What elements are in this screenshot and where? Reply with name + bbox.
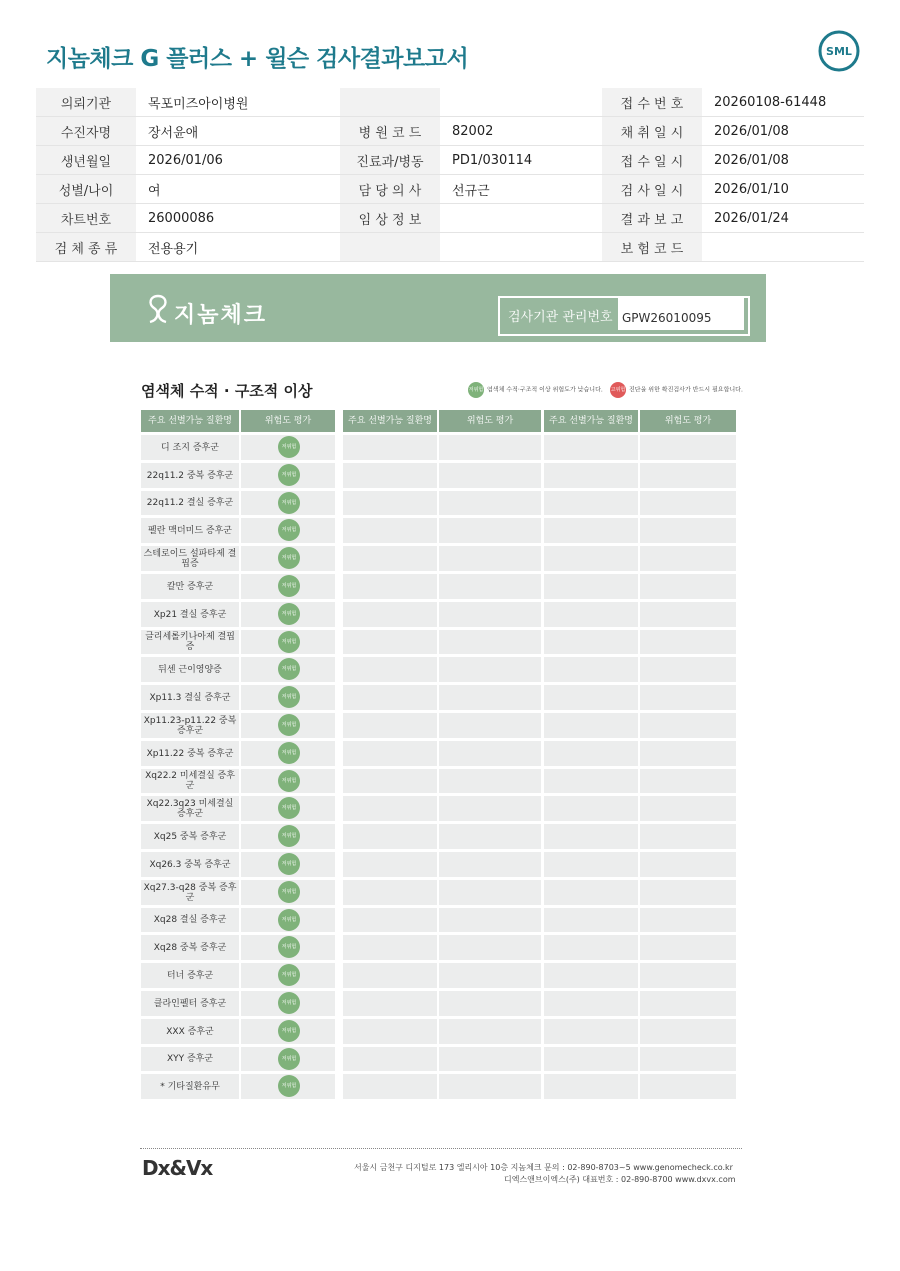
cell-background (439, 518, 541, 543)
risk-low-badge: 저위험 (278, 1075, 300, 1097)
cell-background (343, 908, 437, 933)
cell-background (439, 1074, 541, 1099)
cell-background (439, 880, 541, 905)
cell-background (544, 491, 638, 516)
cell-background (439, 463, 541, 488)
info-label: 의뢰기관 (36, 88, 136, 117)
risk-low-badge: 저위험 (278, 936, 300, 958)
disease-name: Xq28 중복 증후군 (153, 943, 227, 954)
info-value (440, 233, 602, 262)
info-label (340, 88, 440, 117)
cell-background (640, 463, 736, 488)
risk-low-badge: 저위험 (278, 575, 300, 597)
disease-name: 클라인펠터 증후군 (153, 998, 227, 1009)
cell-background (544, 713, 638, 738)
cell-background (544, 518, 638, 543)
info-label: 병 원 코 드 (340, 117, 440, 146)
cell-background (439, 657, 541, 682)
cell-background (343, 1074, 437, 1099)
disease-name: XYY 증후군 (166, 1054, 214, 1065)
cell-background (544, 657, 638, 682)
cell-background (439, 435, 541, 460)
cell-background (343, 880, 437, 905)
col-header-risk: 위험도 평가 (640, 410, 736, 432)
cell-background (640, 574, 736, 599)
info-value: 2026/01/10 (702, 175, 864, 204)
brand-name: 지놈체크 (174, 303, 268, 328)
cell-background (343, 991, 437, 1016)
cell-background (439, 1019, 541, 1044)
info-value (702, 233, 864, 262)
legend-high-text: 진단을 위한 확진검사가 반드시 필요합니다. (629, 386, 743, 394)
cell-background (544, 1019, 638, 1044)
cell-background (640, 935, 736, 960)
info-label: 수진자명 (36, 117, 136, 146)
cell-background (544, 963, 638, 988)
disease-name: Xq27.3-q28 중복 증후군 (143, 882, 237, 903)
cell-background (640, 630, 736, 655)
cell-background (439, 685, 541, 710)
cell-background (640, 741, 736, 766)
risk-low-badge: 저위험 (278, 853, 300, 875)
info-label: 접 수 번 호 (602, 88, 702, 117)
disease-name: Xq22.2 미세결실 증후군 (145, 771, 235, 792)
cell-background (439, 796, 541, 821)
info-label: 성별/나이 (36, 175, 136, 204)
cell-background (343, 852, 437, 877)
disease-name: 칼만 증후군 (166, 581, 214, 592)
info-label: 차트번호 (36, 204, 136, 233)
risk-low-badge: 저위험 (278, 436, 300, 458)
cell-background (640, 1019, 736, 1044)
info-value (440, 88, 602, 117)
risk-low-badge: 저위험 (278, 825, 300, 847)
risk-low-badge: 저위험 (278, 797, 300, 819)
info-value: 선규근 (440, 175, 602, 204)
cell-background (343, 769, 437, 794)
cell-background (343, 463, 437, 488)
disease-name: 펠란 맥더미드 증후군 (148, 526, 232, 537)
col-header-risk: 위험도 평가 (241, 410, 335, 432)
cell-background (544, 852, 638, 877)
cell-background (640, 963, 736, 988)
id-value: GPW26010095 (618, 298, 744, 330)
legend-low (468, 382, 603, 398)
info-value: 목포미즈아이병원 (136, 88, 340, 117)
cell-background (640, 824, 736, 849)
report-title: 지놈체크 G 플러스 + 윌슨 검사결과보고서 (46, 46, 469, 72)
cell-background (343, 935, 437, 960)
info-label: 임 상 정 보 (340, 204, 440, 233)
risk-low-badge: 저위험 (278, 519, 300, 541)
disease-name: 22q11.2 결실 증후군 (146, 498, 234, 509)
info-row (36, 233, 864, 262)
cell-background (439, 491, 541, 516)
cell-background (640, 546, 736, 571)
cell-background (544, 574, 638, 599)
disease-name: * 기타질환유무 (160, 1082, 220, 1093)
info-value: 2026/01/08 (702, 146, 864, 175)
cell-background (439, 546, 541, 571)
sml-logo-text: SML (826, 45, 852, 58)
cell-background (544, 741, 638, 766)
cell-background (343, 518, 437, 543)
info-label: 결 과 보 고 (602, 204, 702, 233)
cell-background (640, 435, 736, 460)
info-label: 채 취 일 시 (602, 117, 702, 146)
cell-background (343, 574, 437, 599)
info-row (36, 204, 864, 233)
id-label: 검사기관 관리번호 (508, 310, 613, 325)
section-title: 염색체 수적 · 구조적 이상 (141, 382, 313, 400)
risk-low-badge: 저위험 (278, 742, 300, 764)
info-value: 82002 (440, 117, 602, 146)
report-banner (110, 274, 766, 342)
cell-background (439, 991, 541, 1016)
disease-name: Xq22.3q23 미세결실 증후군 (146, 799, 234, 820)
cell-background (439, 574, 541, 599)
info-label (340, 233, 440, 262)
risk-low-badge: 저위험 (278, 492, 300, 514)
info-value: 2026/01/08 (702, 117, 864, 146)
risk-low-badge: 저위험 (278, 464, 300, 486)
cell-background (544, 908, 638, 933)
col-header-disease: 주요 선별가능 질환명 (141, 410, 239, 432)
cell-background (343, 796, 437, 821)
info-value: 장서윤애 (136, 117, 340, 146)
cell-background (439, 769, 541, 794)
cell-background (640, 518, 736, 543)
footer-company: 디엑스앤브이엑스(주) 대표번호 : 02-890-8700 www.dxvx.com (504, 1175, 736, 1184)
info-value: 2026/01/24 (702, 204, 864, 233)
col-header-disease: 주요 선별가능 질환명 (544, 410, 638, 432)
cell-background (343, 546, 437, 571)
info-label: 보 험 코 드 (602, 233, 702, 262)
cell-background (640, 602, 736, 627)
info-value: PD1/030114 (440, 146, 602, 175)
cell-background (343, 741, 437, 766)
disease-name: XXX 증후군 (166, 1026, 214, 1037)
cell-background (544, 1074, 638, 1099)
cell-background (640, 657, 736, 682)
cell-background (343, 491, 437, 516)
risk-low-badge: 저위험 (278, 547, 300, 569)
info-label: 검 사 일 시 (602, 175, 702, 204)
cell-background (544, 546, 638, 571)
cell-background (640, 880, 736, 905)
cell-background (544, 685, 638, 710)
cell-background (640, 991, 736, 1016)
legend-high (610, 382, 743, 398)
cell-background (640, 796, 736, 821)
cell-background (343, 602, 437, 627)
disease-name: Xp21 결실 증후군 (153, 609, 227, 620)
legend-low-dot: 저위험 (468, 382, 484, 398)
risk-low-badge: 저위험 (278, 714, 300, 736)
cell-background (343, 1019, 437, 1044)
risk-low-badge: 저위험 (278, 909, 300, 931)
info-row (36, 175, 864, 204)
cell-background (544, 769, 638, 794)
cell-background (544, 463, 638, 488)
disease-name: Xq26.3 중복 증후군 (149, 859, 231, 870)
disease-name: 글리세롤키나아제 결핍증 (145, 632, 235, 653)
cell-background (343, 630, 437, 655)
cell-background (544, 435, 638, 460)
cell-background (544, 602, 638, 627)
cell-background (439, 908, 541, 933)
info-value: 여 (136, 175, 340, 204)
risk-low-badge: 저위험 (278, 686, 300, 708)
info-row (36, 88, 864, 117)
cell-background (544, 824, 638, 849)
info-label: 검 체 종 류 (36, 233, 136, 262)
cell-background (439, 602, 541, 627)
cell-background (343, 435, 437, 460)
cell-background (640, 685, 736, 710)
cell-background (439, 935, 541, 960)
risk-low-badge: 저위험 (278, 603, 300, 625)
risk-low-badge: 저위험 (278, 658, 300, 680)
cell-background (439, 741, 541, 766)
info-label: 접 수 일 시 (602, 146, 702, 175)
info-value: 20260108-61448 (702, 88, 864, 117)
cell-background (343, 713, 437, 738)
disease-name: Xp11.3 결실 증후군 (149, 693, 231, 704)
cell-background (544, 1047, 638, 1072)
cell-background (439, 824, 541, 849)
legend-high-dot: 고위험 (610, 382, 626, 398)
cell-background (544, 880, 638, 905)
cell-background (544, 796, 638, 821)
col-header-disease: 주요 선별가능 질환명 (343, 410, 437, 432)
footer-address: 서울시 금천구 디지털로 173 엘리시아 10층 지놈체크 문의 : 02-890-8703~5 www.genomecheck.co.kr (354, 1163, 733, 1172)
disease-name: Xp11.22 중복 증후군 (146, 748, 234, 759)
info-row (36, 117, 864, 146)
genome-check-report (110, 274, 766, 1144)
sml-logo (818, 30, 860, 72)
disease-name: Xq25 중복 증후군 (153, 832, 227, 843)
cell-background (544, 991, 638, 1016)
cell-background (439, 1047, 541, 1072)
risk-low-badge: 저위험 (278, 770, 300, 792)
risk-low-badge: 저위험 (278, 631, 300, 653)
cell-background (640, 491, 736, 516)
disease-name: 뒤센 근이영양증 (158, 665, 222, 676)
cell-background (439, 630, 541, 655)
cell-background (640, 713, 736, 738)
cell-background (343, 1047, 437, 1072)
cell-background (640, 908, 736, 933)
risk-low-badge: 저위험 (278, 1048, 300, 1070)
cell-background (640, 852, 736, 877)
disease-name: 스테로이드 설파타제 결핍증 (143, 549, 237, 570)
col-header-risk: 위험도 평가 (439, 410, 541, 432)
info-value: 2026/01/06 (136, 146, 340, 175)
disease-name: Xp11.23-p11.22 중복 증후군 (143, 715, 237, 736)
legend-low-text: 염색체 수적·구조적 이상 위험도가 낮습니다. (487, 386, 603, 394)
cell-background (439, 713, 541, 738)
cell-background (343, 685, 437, 710)
cell-background (343, 824, 437, 849)
cell-background (439, 963, 541, 988)
dxvx-logo: Dx&Vx (142, 1156, 213, 1180)
info-label: 담 당 의 사 (340, 175, 440, 204)
risk-low-badge: 저위험 (278, 1020, 300, 1042)
cell-background (343, 963, 437, 988)
disease-name: 22q11.2 중복 증후군 (146, 470, 234, 481)
info-value: 전용용기 (136, 233, 340, 262)
info-label: 진료과/병동 (340, 146, 440, 175)
cell-background (640, 1074, 736, 1099)
disease-name: 터너 증후군 (166, 971, 214, 982)
cell-background (640, 1047, 736, 1072)
cell-background (544, 935, 638, 960)
genome-logo-icon (144, 294, 172, 326)
risk-low-badge: 저위험 (278, 992, 300, 1014)
patient-info-table (36, 88, 864, 262)
disease-name: Xq28 결실 증후군 (153, 915, 227, 926)
info-value: 26000086 (136, 204, 340, 233)
info-label: 생년월일 (36, 146, 136, 175)
footer-divider (140, 1148, 742, 1149)
cell-background (640, 769, 736, 794)
info-value (440, 204, 602, 233)
risk-low-badge: 저위험 (278, 964, 300, 986)
cell-background (439, 852, 541, 877)
disease-name: 디 조지 증후군 (161, 442, 219, 453)
cell-background (544, 630, 638, 655)
cell-background (343, 657, 437, 682)
risk-low-badge: 저위험 (278, 881, 300, 903)
info-row (36, 146, 864, 175)
